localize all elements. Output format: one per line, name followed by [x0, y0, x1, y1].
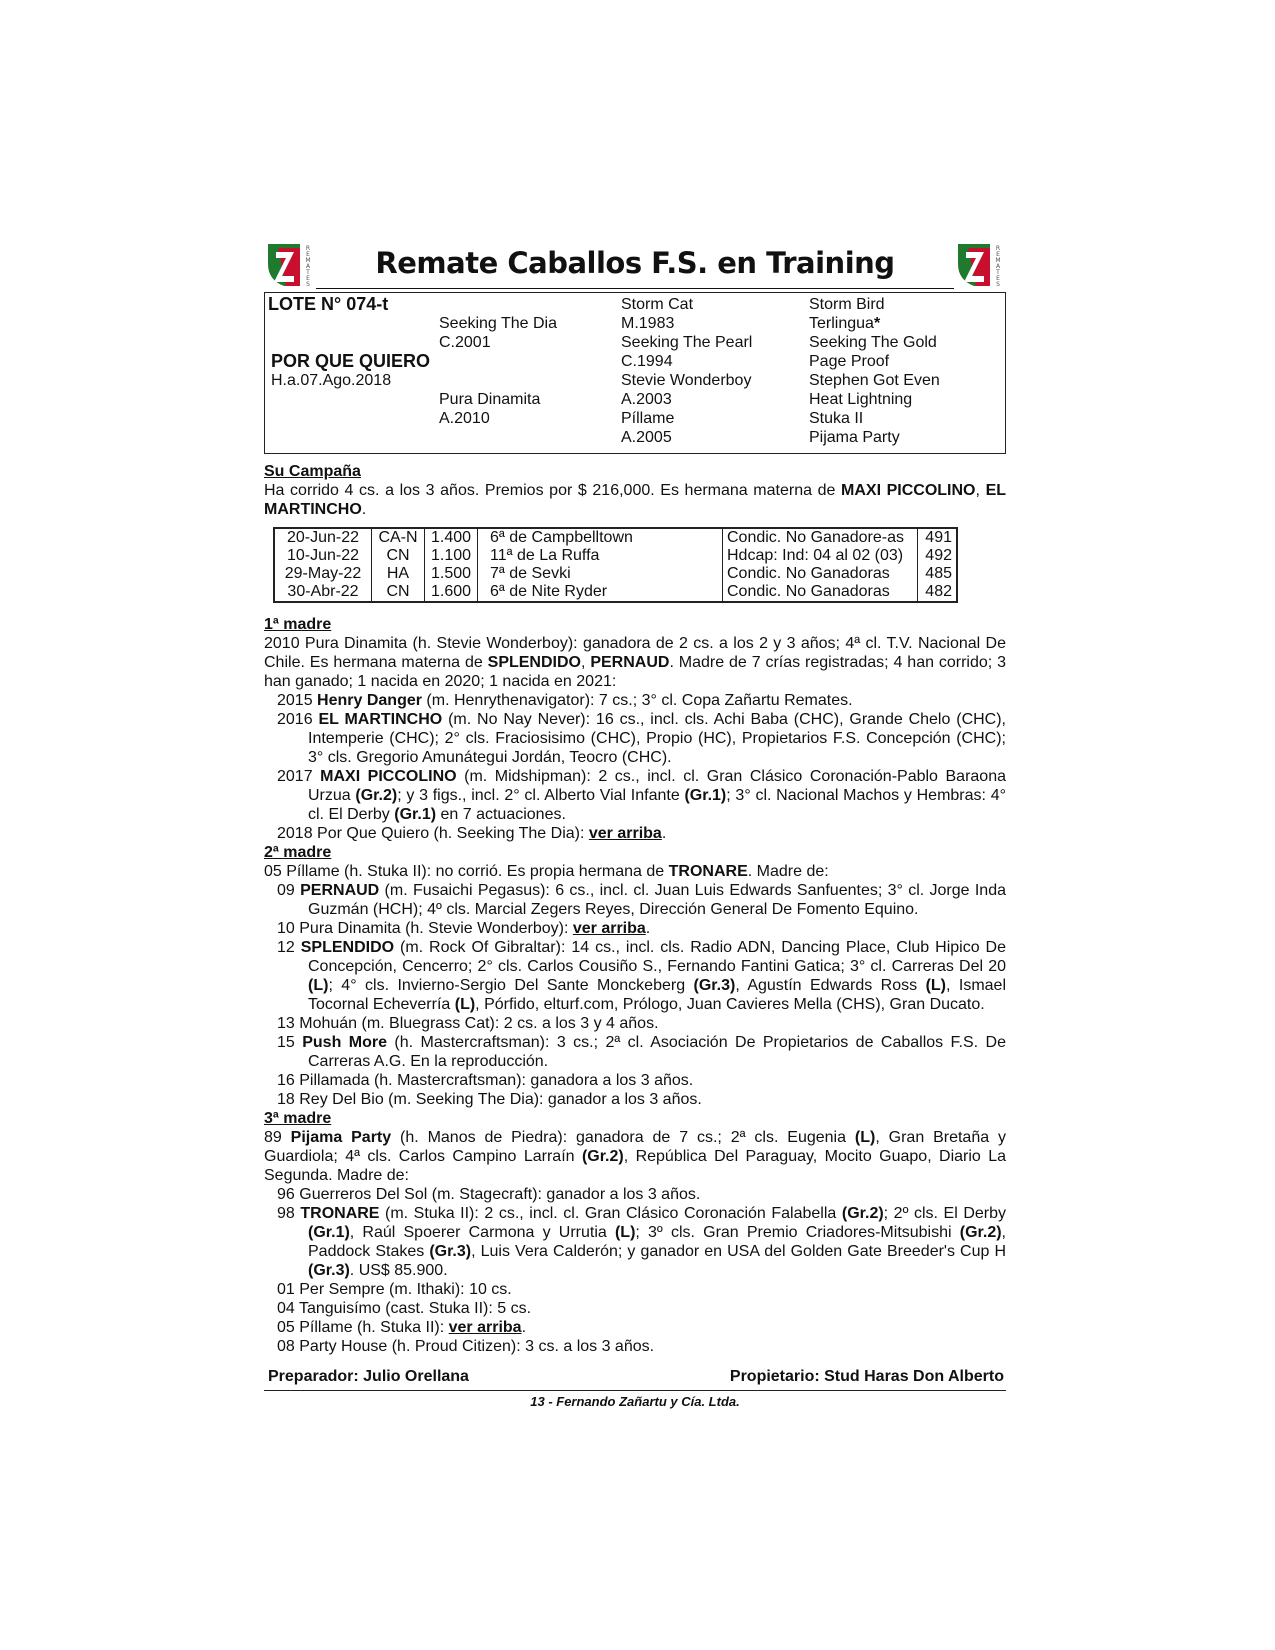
owner-label: Propietario: Stud Haras Don Alberto [729, 1368, 1004, 1385]
race-result: 7ª de Sevki [478, 565, 723, 583]
offspring-entry [264, 1014, 1006, 1033]
pedigree-box [264, 292, 1006, 454]
bold-text: (L) [614, 1224, 636, 1241]
race-date: 10-Jun-22 [286, 547, 360, 564]
campaign-title: Su Campaña [264, 463, 361, 480]
madre1-title: 1ª madre [264, 616, 332, 633]
race-row [274, 565, 957, 583]
svg-text:M: M [305, 257, 311, 264]
offspring-entry [264, 824, 1006, 843]
race-distance: 1.100 [425, 547, 478, 565]
text-run: (m. Midshipman): 2 cs., incl. cl. Gran Clásico Coronación-Pablo Baraona Urzua [308, 768, 1006, 804]
text-run: 98 [277, 1205, 301, 1222]
bold-text: Pijama Party [290, 1129, 392, 1146]
text-run: (h. Manos de Piedra): ganadora de 7 cs.; 2ª cls. Eugenia [391, 1129, 855, 1146]
svg-text:T: T [306, 269, 310, 276]
svg-text:A: A [995, 263, 1001, 270]
text-run: 05 Píllame (h. Stuka II): [277, 1319, 449, 1336]
bold-text: (Gr.1) [684, 787, 727, 804]
madre1-intro [264, 634, 1006, 691]
bold-text: (L) [854, 1129, 876, 1146]
text-run: 96 Guerreros Del Sol (m. Stagecraft): ganador a los 3 años. [277, 1186, 701, 1203]
race-number: 482 [918, 583, 958, 602]
page-title: Remate Caballos F.S. en Training [375, 246, 895, 280]
madre2-offspring [264, 881, 1006, 1109]
bold-text: EL MARTINCHO [318, 711, 443, 728]
svg-text:R: R [995, 245, 1001, 252]
svg-text:E: E [306, 275, 310, 282]
remates-logo-icon [954, 242, 1006, 288]
text-run: . [521, 1319, 527, 1336]
offspring-entry [264, 1185, 1006, 1204]
bold-text: MAXI PICCOLINO [320, 768, 457, 785]
ancestor-gen3: Storm Cat [621, 296, 694, 313]
race-number: 492 [918, 547, 958, 565]
madre3-intro [264, 1128, 1006, 1185]
offspring-entry [264, 767, 1006, 824]
offspring-entry [264, 919, 1006, 938]
bold-text: (Gr.2) [959, 1224, 1002, 1241]
race-number: 491 [918, 528, 958, 547]
bold-text: (Gr.3) [693, 977, 736, 994]
text-run: (m. No Nay Never): 16 cs., incl. cls. Achi Baba (CHC), Grande Chelo (CHC), Intemperie (CHC); 2° cls. Fraciosisimo (CHC), Propio (HC), Propietarios F.S. Concepción (CHC); 3° cls. Gregorio Amunátegui Jordán, Teocro (CHC). [308, 711, 1007, 766]
offspring-entry [264, 1318, 1006, 1337]
bold-text: (Gr.2) [841, 1205, 884, 1222]
race-condition: Hdcap: Ind: 04 al 02 (03) [723, 547, 918, 565]
bold-text: (Gr.2) [581, 1148, 624, 1165]
page-header [264, 242, 1006, 292]
campaign-text-part: . [361, 501, 367, 518]
madre1-offspring [264, 691, 1006, 843]
campaign-sibling: EL MARTINCHO [264, 482, 1007, 518]
text-run: 12 [277, 939, 301, 956]
race-table [273, 527, 958, 603]
see-above-link[interactable]: ver arriba [448, 1319, 522, 1336]
text-run: (m. Rock Of Gibraltar): 14 cs., incl. cls. Radio ADN, Dancing Place, Club Hipico De Concepción, Cencerro; 2° cls. Carlos Cousiño S., Fernando Fantini Gatica; 3° cl. Carreras Del 20 [308, 939, 1006, 975]
bold-text: (L) [308, 977, 329, 994]
bold-text: (Gr.1) [394, 806, 437, 823]
campaign-text-part: , [975, 482, 986, 499]
race-row [274, 528, 957, 547]
ancestor-gen3-info: A.2005 [621, 429, 672, 446]
offspring-entry [264, 938, 1006, 1014]
see-above-link[interactable]: ver arriba [572, 920, 646, 937]
race-result: 6ª de Nite Ryder [478, 583, 723, 602]
offspring-entry [264, 1204, 1006, 1280]
bold-text: (Gr.2) [355, 787, 398, 804]
offspring-entry [264, 1299, 1006, 1318]
ancestor-gen4-name: Terlingua [809, 315, 874, 332]
text-run: 10 Pura Dinamita (h. Stevie Wonderboy): [277, 920, 573, 937]
ancestor-gen3: Stevie Wonderboy [621, 372, 752, 389]
text-run: 09 [277, 882, 301, 899]
text-run: . [645, 920, 651, 937]
horse-info: H.a.07.Ago.2018 [271, 372, 392, 389]
madre3-offspring [264, 1185, 1006, 1356]
svg-text:A: A [305, 263, 311, 270]
text-run: , [580, 654, 591, 671]
ancestor-gen3: Seeking The Pearl [621, 334, 753, 351]
bold-text: TRONARE [300, 1205, 380, 1222]
campaign-section [264, 462, 1006, 519]
madre2-title: 2ª madre [264, 844, 332, 861]
header-divider [316, 288, 954, 289]
text-run: . US$ 85.900. [349, 1262, 448, 1279]
sire-info: C.2001 [439, 334, 491, 351]
madre3-title: 3ª madre [264, 1110, 332, 1127]
text-run: . Madre de 7 crías registradas; 4 han corrido; 3 han ganado; 1 nacida en 2020; 1 nacida en 2021: [264, 654, 1007, 690]
text-run: , Ismael Tocornal Echeverría [308, 977, 1006, 1013]
text-run: 05 Píllame (h. Stuka II): no corrió. Es propia hermana de [264, 863, 669, 880]
madre2-intro [264, 862, 1006, 881]
race-condition: Condic. No Ganadoras [723, 583, 918, 602]
text-run: 2018 Por Que Quiero (h. Seeking The Dia): [277, 825, 589, 842]
bold-text: (L) [925, 977, 946, 994]
race-date: 20-Jun-22 [286, 529, 360, 546]
text-run: 04 Tanguisímo (cast. Stuka II): 5 cs. [277, 1300, 532, 1317]
text-run: 89 [264, 1129, 291, 1146]
text-run: 2017 [277, 768, 321, 785]
race-distance: 1.500 [425, 565, 478, 583]
svg-text:E: E [996, 275, 1000, 282]
text-run: , Paddock Stakes [308, 1224, 1006, 1260]
svg-text:M: M [995, 257, 1001, 264]
imported-star: * [873, 315, 881, 332]
ancestor-gen4: Pijama Party [809, 429, 900, 446]
text-run: , Luis Vera Calderón; y ganador en USA del Golden Gate Breeder's Cup H [471, 1243, 1007, 1260]
bold-text: PERNAUD [300, 882, 380, 899]
race-condition: Condic. No Ganadore-as [723, 528, 918, 547]
text-run: 18 Rey Del Bio (m. Seeking The Dia): ganador a los 3 años. [277, 1091, 702, 1108]
race-condition: Condic. No Ganadoras [723, 565, 918, 583]
ancestor-gen4: Storm Bird [809, 296, 885, 313]
bold-text: Henry Danger [317, 692, 422, 709]
race-date: 29-May-22 [284, 565, 362, 582]
bold-text: (Gr.1) [308, 1224, 350, 1241]
ancestor-gen3-info: A.2003 [621, 391, 672, 408]
race-distance: 1.600 [425, 583, 478, 602]
offspring-entry [264, 881, 1006, 919]
text-run: 08 Party House (h. Proud Citizen): 3 cs. a los 3 años. [277, 1338, 655, 1355]
dam-info: A.2010 [439, 410, 490, 427]
ancestor-gen3: Píllame [621, 410, 675, 427]
text-run: ; 4° cls. Invierno-Sergio Del Sante Monckeberg [328, 977, 694, 994]
offspring-entry [264, 1033, 1006, 1071]
ancestor-gen4: Heat Lightning [809, 391, 913, 408]
text-run: (h. Mastercraftsman): 3 cs.; 2ª cl. Asociación De Propietarios de Caballos F.S. De Carreras A.G. En la reproducción. [308, 1034, 1006, 1070]
campaign-text [264, 481, 1006, 519]
ancestor-gen3-info: C.1994 [621, 353, 673, 370]
offspring-entry [264, 710, 1006, 767]
race-track: HA [372, 565, 425, 583]
bold-text: (Gr.3) [429, 1243, 472, 1260]
svg-text:S: S [996, 281, 1000, 288]
text-run: (m. Henrythenavigator): 7 cs.; 3° cl. Copa Zañartu Remates. [421, 692, 853, 709]
text-run: (m. Stuka II): 2 cs., incl. cl. Gran Clásico Coronación Falabella [379, 1205, 842, 1222]
text-run: ; 3° cl. Nacional Machos y Hembras: 4° cl. El Derby [308, 787, 1007, 823]
race-row [274, 583, 957, 602]
text-run: 2016 [277, 711, 319, 728]
footer-divider [264, 1390, 1006, 1391]
text-run: 01 Per Sempre (m. Ithaki): 10 cs. [277, 1281, 512, 1298]
lot-number: LOTE N° 074-t [268, 294, 389, 314]
text-run: ; 3º cls. Gran Premio Criadores-Mitsubishi [635, 1224, 960, 1241]
svg-text:T: T [996, 269, 1000, 276]
bold-text: SPLENDIDO [300, 939, 395, 956]
svg-text:E: E [306, 251, 310, 258]
text-run: 2015 [277, 692, 318, 709]
offspring-entry [264, 1090, 1006, 1109]
text-run: (m. Fusaichi Pegasus): 6 cs., incl. cl. Juan Luis Edwards Sanfuentes; 3° cl. Jorge Inda Guzmán (HCH); 4º cls. Marcial Zegers Reyes, Dirección General De Fomento Equino. [308, 882, 1006, 918]
race-number: 485 [918, 565, 958, 583]
offspring-entry [264, 1071, 1006, 1090]
text-run: en 7 actuaciones. [436, 806, 566, 823]
bold-text: (Gr.3) [308, 1262, 350, 1279]
ancestor-gen3-info: M.1983 [621, 315, 675, 332]
campaign-text-part: Ha corrido 4 cs. a los 3 años. Premios por $ 216,000. Es hermana materna de [264, 482, 842, 499]
race-row [274, 547, 957, 565]
race-track: CN [372, 583, 425, 602]
dam-name: Pura Dinamita [439, 391, 541, 408]
horse-name: POR QUE QUIERO [271, 351, 431, 371]
see-above-link[interactable]: ver arriba [588, 825, 662, 842]
bold-text: SPLENDIDO [487, 654, 581, 671]
text-run: , Gran Bretaña y Guardiola; 4ª cls. Carlos Campino Larraín [264, 1129, 1006, 1165]
text-run: . [661, 825, 667, 842]
race-date: 30-Abr-22 [287, 583, 359, 600]
ancestor-gen4 [809, 314, 880, 333]
campaign-sibling: MAXI PICCOLINO [841, 482, 976, 499]
text-run: 16 Pillamada (h. Mastercraftsman): ganadora a los 3 años. [277, 1072, 694, 1089]
text-run: , Raúl Spoerer Carmona y Urrutia [349, 1224, 615, 1241]
text-run: , Pórfido, elturf.com, Prólogo, Juan Cavieres Mella (CHS), Gran Ducato. [475, 996, 985, 1013]
svg-text:E: E [996, 251, 1000, 258]
ancestor-gen4: Stuka II [809, 410, 864, 427]
catalog-page [264, 242, 1006, 1409]
ancestor-gen4: Stephen Got Even [809, 372, 940, 389]
text-run: 2010 Pura Dinamita (h. Stevie Wonderboy): ganadora de 2 cs. a los 2 y 3 años; 4ª cl. T.V. Nacional De Chile. Es hermana materna de [264, 635, 1006, 671]
footer-credits [264, 1368, 1006, 1388]
remates-logo-icon [264, 242, 316, 288]
text-run: . Madre de: [747, 863, 829, 880]
svg-text:R: R [305, 245, 311, 252]
offspring-entry [264, 1337, 1006, 1356]
bold-text: (L) [454, 996, 476, 1013]
bold-text: TRONARE [668, 863, 748, 880]
race-distance: 1.400 [425, 528, 478, 547]
text-run: , República Del Paraguay, Mocito Guapo, Diario La Segunda. Madre de: [264, 1148, 1007, 1184]
text-run: ; 2º cls. El Derby [883, 1205, 1006, 1222]
trainer-label: Preparador: Julio Orellana [268, 1368, 469, 1385]
bold-text: PERNAUD [590, 654, 670, 671]
ancestor-gen4: Seeking The Gold [809, 334, 937, 351]
bold-text: Push More [302, 1034, 387, 1051]
race-track: CN [372, 547, 425, 565]
svg-text:S: S [306, 281, 310, 288]
text-run: 13 Mohuán (m. Bluegrass Cat): 2 cs. a los 3 y 4 años. [277, 1015, 659, 1032]
race-track: CA-N [372, 528, 425, 547]
text-run: ; y 3 figs., incl. 2° cl. Alberto Vial Infante [397, 787, 685, 804]
ancestor-gen4: Page Proof [809, 353, 890, 370]
text-run: 15 [277, 1034, 303, 1051]
race-result: 11ª de La Ruffa [478, 547, 723, 565]
offspring-entry [264, 691, 1006, 710]
offspring-entry [264, 1280, 1006, 1299]
sire-name: Seeking The Dia [439, 315, 557, 332]
race-result: 6ª de Campbelltown [478, 528, 723, 547]
text-run: , Agustín Edwards Ross [735, 977, 926, 994]
page-number: 13 - Fernando Zañartu y Cía. Ltda. [530, 1394, 740, 1409]
